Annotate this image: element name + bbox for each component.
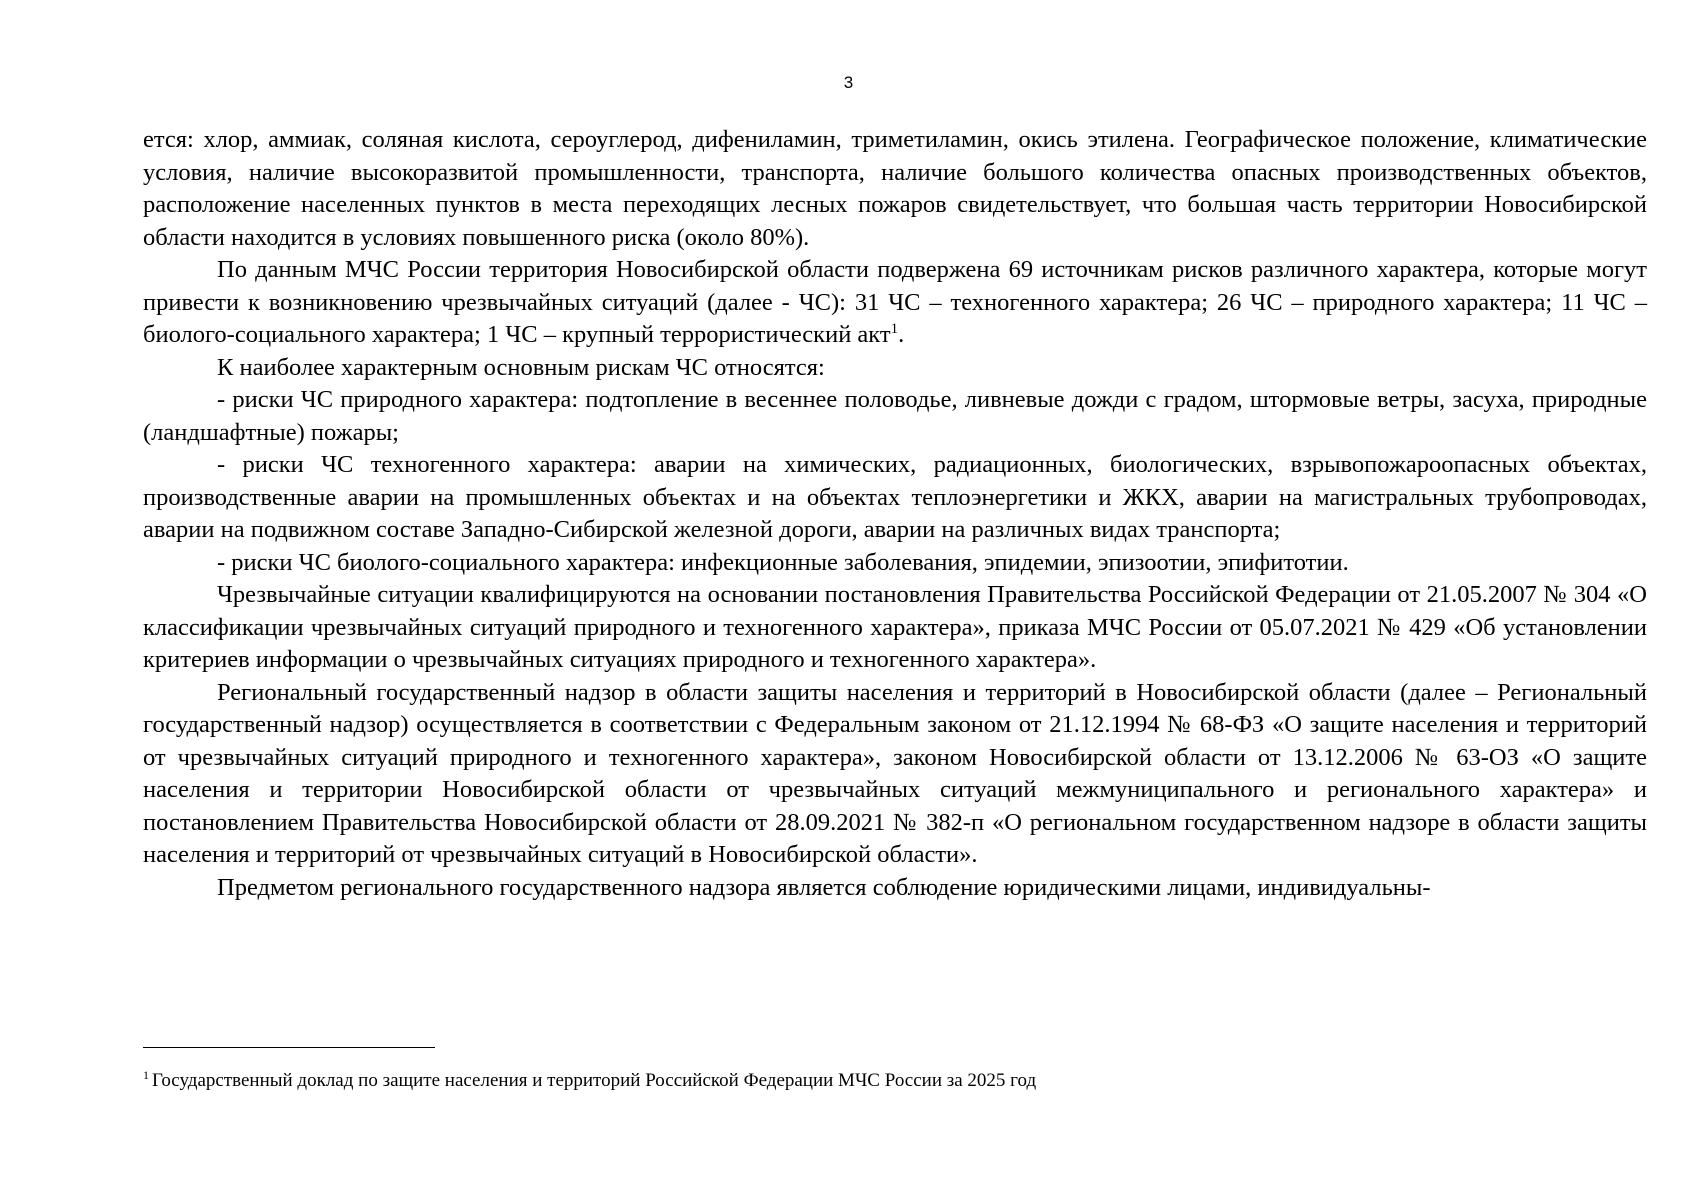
footnote <box>143 1069 1543 1093</box>
list-item-biosocial-risks: - риски ЧС биолого-социального характера: инфекционные заболевания, эпидемии, эпизоотии, эпифитотии. <box>217 548 1349 576</box>
document-body <box>143 124 1647 904</box>
paragraph-risk-sources-end: . <box>898 321 905 348</box>
paragraph-risk-sources-text: По данным МЧС России территория Новосибирской области подвержена 69 источникам рисков различного характера, которые могут привести к возникновению чрезвычайных ситуаций (далее - ЧС): 31 ЧС – техногенного характера; 26 ЧС – природного характера; 11 ЧС – биолого-социального характера; 1 ЧС – крупный террористический акт <box>143 256 1647 348</box>
footnote-mark: 1 <box>143 1067 149 1082</box>
list-item-natural-risks: - риски ЧС природного характера: подтопление в весеннее половодье, ливневые дожди с градом, штормовые ветры, засуха, природные (ландшафтные) пожары; <box>143 386 1647 446</box>
paragraph-emergency-classification: Чрезвычайные ситуации квалифицируются на основании постановления Правительства Российской Федерации от 21.05.2007 № 304 «О классификации чрезвычайных ситуаций природного и техногенного характера», приказа МЧС России от 05.07.2021 № 429 «Об установлении критериев информации о чрезвычайных ситуациях природного и техногенного характера». <box>143 581 1647 673</box>
footnote-text: Государственный доклад по защите населения и территорий Российской Федерации МЧС России за 2025 год <box>152 1070 1037 1091</box>
paragraph-supervision-subject: Предметом регионального государственного надзора является соблюдение юридическими лицами, индивидуальны- <box>217 873 1431 901</box>
footnote-separator <box>143 1047 435 1048</box>
page-number: 3 <box>843 73 854 92</box>
paragraph-risk-sources <box>143 254 1647 352</box>
paragraph-main-risks-intro: К наиболее характерным основным рискам ЧС относятся: <box>217 353 825 381</box>
paragraph-regional-supervision: Региональный государственный надзор в области защиты населения и территорий в Новосибирской области (далее – Региональный государственный надзор) осуществляется в соответствии с Федеральным законом от 21.12.1994 № 68-ФЗ «О защите населения и территорий от чрезвычайных ситуаций природного и техногенного характера», законом Новосибирской области от 13.12.2006 № 63-ОЗ «О защите населения и территории Новосибирской области от чрезвычайных ситуаций межмуниципального и регионального характера» и постановлением Правительства Новосибирской области от 28.09.2021 № 382-п «О региональном государственном надзоре в области защиты населения и территорий от чрезвычайных ситуаций в Новосибирской области». <box>143 678 1647 868</box>
footnote-reference-mark[interactable]: 1 <box>890 320 899 337</box>
paragraph-hazardous-substances: ется: хлор, аммиак, соляная кислота, сероуглерод, дифениламин, триметиламин, окись этилена. Географическое положение, климатические условия, наличие высокоразвитой промышленности, транспорта, наличие большого количества опасных производственных объектов, расположение населенных пунктов в места переходящих лесных пожаров свидетельствует, что большая часть территории Новосибирской области находится в условиях повышенного риска (около 80%). <box>143 126 1647 251</box>
list-item-technogenic-risks: - риски ЧС техногенного характера: аварии на химических, радиационных, биологических, взрывопожароопасных объектах, производственные аварии на промышленных объектах и на объектах теплоэнергетики и ЖКХ, аварии на магистральных трубопроводах, аварии на подвижном составе Западно-Сибирской железной дороги, аварии на различных видах транспорта; <box>143 451 1647 543</box>
